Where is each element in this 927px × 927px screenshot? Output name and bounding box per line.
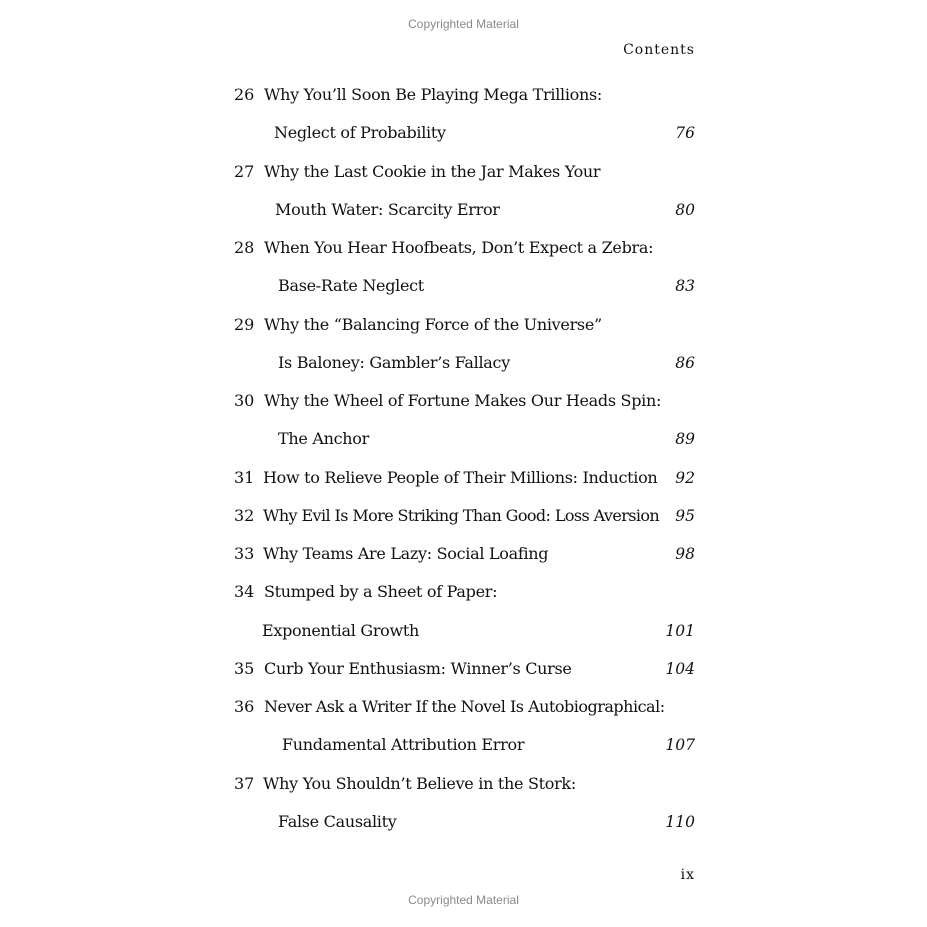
toc-entry-line	[234, 616, 695, 654]
chapter-title: Why the “Balancing Force of the Universe”	[264, 314, 602, 334]
toc-entry-line	[234, 463, 695, 501]
toc-entry-line	[234, 271, 695, 309]
chapter-number: 31	[234, 467, 255, 487]
page-number: 107	[665, 736, 695, 755]
page-number: 98	[675, 545, 695, 563]
chapter-title-continued: Fundamental Attribution Error	[282, 735, 525, 755]
chapter-title: Stumped by a Sheet of Paper:	[264, 582, 498, 602]
chapter-title: Why Teams Are Lazy: Social Loafing	[263, 544, 549, 563]
toc-entry-line	[234, 80, 695, 118]
copyright-watermark-top: Copyrighted Material	[408, 17, 519, 31]
page-number: 83	[675, 277, 695, 296]
chapter-title-continued: Exponential Growth	[262, 620, 420, 640]
toc-entry-line	[234, 769, 695, 807]
page-number: 95	[675, 506, 695, 525]
chapter-number: 37	[234, 773, 255, 793]
chapter-title-continued: Is Baloney: Gambler’s Fallacy	[278, 352, 510, 372]
chapter-title: Never Ask a Writer If the Novel Is Autobiographical:	[264, 697, 665, 716]
copyright-watermark-bottom: Copyrighted Material	[408, 893, 519, 907]
toc-entry-line	[234, 654, 695, 692]
toc-entry-line	[234, 195, 695, 233]
toc-entry-line	[234, 539, 695, 577]
page-number: 104	[665, 659, 695, 678]
chapter-title: When You Hear Hoofbeats, Don’t Expect a Zebra:	[264, 238, 654, 257]
page-number: 80	[675, 200, 695, 219]
toc-entry-line	[234, 692, 695, 730]
toc-entry-line	[234, 348, 695, 386]
chapter-number: 34	[234, 582, 255, 602]
page-number: 86	[675, 353, 695, 372]
chapter-title-continued: Mouth Water: Scarcity Error	[275, 199, 500, 219]
chapter-title: Why Evil Is More Striking Than Good: Loss Aversion	[263, 505, 660, 525]
chapter-title-continued: Base-Rate Neglect	[278, 276, 424, 296]
chapter-title-continued: Neglect of Probability	[274, 123, 446, 143]
toc-entry-line	[234, 424, 695, 462]
chapter-title: How to Relieve People of Their Millions: Induction	[263, 467, 658, 487]
chapter-title-continued: The Anchor	[278, 429, 369, 449]
page-number: 89	[675, 430, 695, 449]
chapter-title-continued: False Causality	[278, 811, 397, 831]
table-of-contents	[234, 80, 695, 845]
chapter-title: Why the Last Cookie in the Jar Makes Your	[264, 161, 601, 181]
toc-entry-line	[234, 501, 695, 539]
toc-entry-line	[234, 577, 695, 615]
page-number: 92	[675, 468, 695, 487]
chapter-number: 33	[234, 544, 255, 563]
chapter-number: 30	[234, 391, 255, 410]
toc-entry-line	[234, 807, 695, 845]
toc-entry-line	[234, 386, 695, 424]
running-header: Contents	[623, 42, 695, 58]
toc-entry-line	[234, 157, 695, 195]
toc-entry-line	[234, 310, 695, 348]
chapter-number: 26	[234, 85, 255, 104]
chapter-title: Why You’ll Soon Be Playing Mega Trillions:	[264, 85, 602, 104]
chapter-number: 32	[234, 505, 255, 525]
page-number: 76	[675, 124, 695, 143]
chapter-title: Why the Wheel of Fortune Makes Our Heads Spin:	[264, 391, 662, 410]
page-number: 110	[665, 812, 695, 831]
chapter-title: Why You Shouldn’t Believe in the Stork:	[263, 773, 576, 793]
toc-entry-line	[234, 233, 695, 271]
chapter-number: 35	[234, 658, 255, 678]
chapter-number: 36	[234, 697, 255, 716]
chapter-title: Curb Your Enthusiasm: Winner’s Curse	[264, 658, 572, 678]
chapter-number: 29	[234, 314, 255, 334]
toc-entry-line	[234, 118, 695, 156]
page-number: 101	[665, 621, 695, 640]
folio-page-number: ix	[680, 867, 695, 883]
chapter-number: 28	[234, 238, 255, 257]
toc-entry-line	[234, 730, 695, 768]
chapter-number: 27	[234, 161, 255, 181]
